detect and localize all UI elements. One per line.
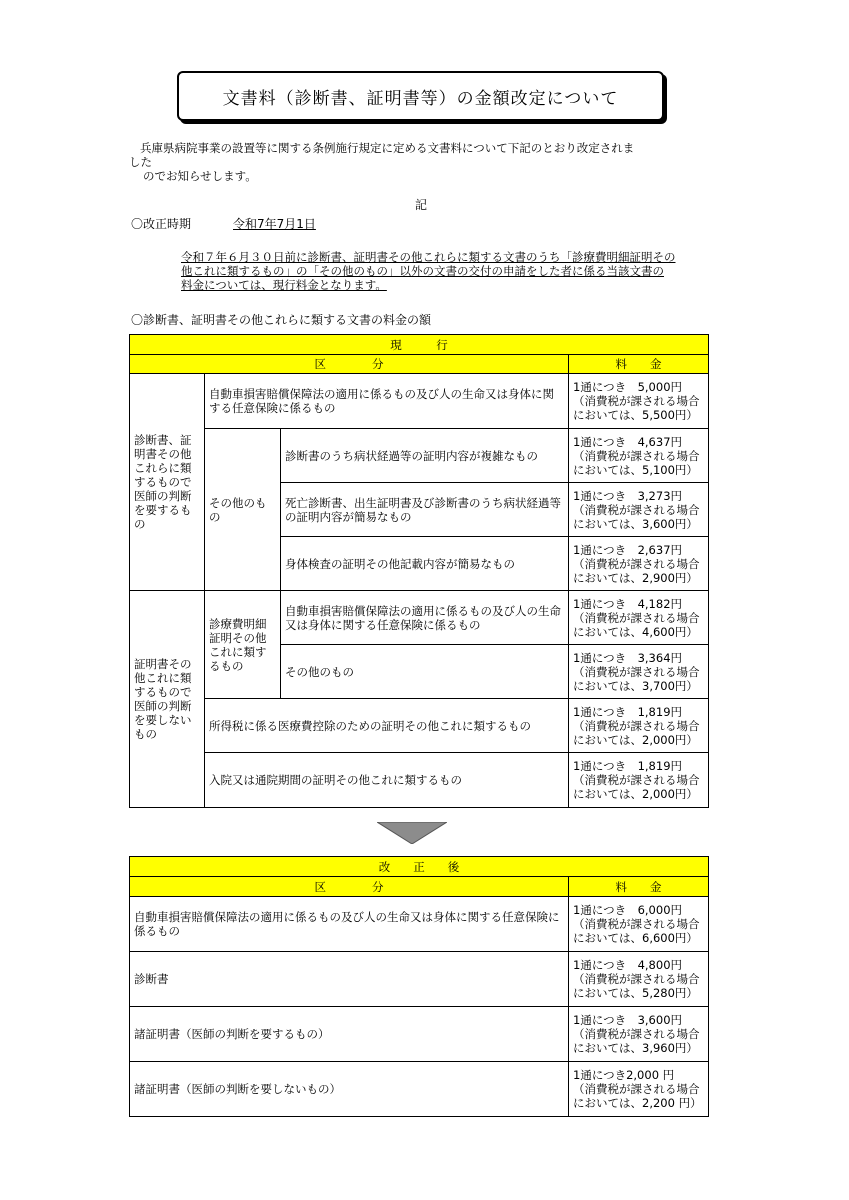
revised-fee-table [129, 856, 709, 1117]
group1-other-label: その他のもの [205, 429, 281, 591]
group2-row3-category: 所得税に係る医療費控除のための証明その他これに類するもの [205, 699, 569, 753]
revision-note-1: 令和７年６月３０日前に診断書、証明書その他これらに類する文書のうち「診療費明細証明その [181, 250, 676, 264]
revision-date: 令和7年7月1日 [233, 217, 316, 231]
revision-note-2: 他これに類するもの」の「その他のもの」以外の文書の交付の申請をした者に係る当該文書の [181, 264, 664, 278]
current-fee-table [129, 334, 709, 808]
fee-cell: 1通につき 3,273円 （消費税が課される場合 においては、3,600円） [569, 483, 709, 537]
group2-row4-category: 入院又は通院期間の証明その他これに類するもの [205, 753, 569, 808]
group1-sub1-category: 診断書のうち病状経過等の証明内容が複雑なもの [281, 429, 569, 483]
revision-note-3: 料金については、現行料金となります。 [181, 278, 387, 292]
down-arrow-icon [377, 822, 447, 844]
revised-row-category: 診断書 [130, 952, 569, 1007]
fee-cell: 1通につき 4,182円 （消費税が課される場合 においては、4,600円） [569, 591, 709, 645]
current-col-fee: 料 金 [569, 355, 709, 374]
revised-row-category: 自動車損害賠償保障法の適用に係るもの及び人の生命又は身体に関する任意保険に係るもの [130, 897, 569, 952]
fee-cell: 1通につき 2,637円 （消費税が課される場合 においては、2,900円） [569, 537, 709, 591]
fee-cell: 1通につき 1,819円 （消費税が課される場合 においては、2,000円） [569, 753, 709, 808]
group2-label: 証明書その他これに類するもので医師の判断を要しないもの [130, 591, 205, 808]
ki-mark: 記 [415, 198, 428, 212]
fee-cell: 1通につき 5,000円 （消費税が課される場合 においては、5,500円） [569, 374, 709, 429]
revised-col-category: 区 分 [130, 877, 569, 897]
intro-line-3: のでお知らせします。 [143, 169, 257, 183]
group1-sub2-category: 死亡診断書、出生証明書及び診断書のうち病状経過等の証明内容が簡易なもの [281, 483, 569, 537]
intro-line-2: した [129, 155, 152, 169]
intro-line-1: 兵庫県病院事業の設置等に関する条例施行規定に定める文書料について下記のとおり改定されま [140, 141, 635, 155]
fees-heading: 〇診断書、証明書その他これらに類する文書の料金の額 [131, 313, 432, 327]
group1-row1-category: 自動車損害賠償保障法の適用に係るもの及び人の生命又は身体に関する任意保険に係るもの [205, 374, 569, 429]
fee-cell: 1通につき 6,000円 （消費税が課される場合 においては、6,600円） [569, 897, 709, 952]
page-title [177, 71, 664, 121]
group1-label: 診断書、証明書その他これらに類するもので医師の判断を要するもの [130, 374, 205, 591]
fee-cell: 1通につき 1,819円 （消費税が課される場合 においては、2,000円） [569, 699, 709, 753]
page-title-text: 文書料（診断書、証明書等）の金額改定について [222, 88, 619, 109]
revised-col-fee: 料 金 [569, 877, 709, 897]
fee-cell: 1通につき 3,364円 （消費税が課される場合 においては、3,700円） [569, 645, 709, 699]
group2-medfee-label: 診療費明細証明その他これに類するもの [205, 591, 281, 699]
fee-cell: 1通につき 4,637円 （消費税が課される場合 においては、5,100円） [569, 429, 709, 483]
revision-label: 〇改正時期 [131, 217, 192, 231]
group2-sub2-category: その他のもの [281, 645, 569, 699]
revised-row-category: 諸証明書（医師の判断を要するもの） [130, 1007, 569, 1062]
group1-sub3-category: 身体検査の証明その他記載内容が簡易なもの [281, 537, 569, 591]
current-table-title: 現 行 [130, 335, 709, 355]
group2-sub1-category: 自動車損害賠償保障法の適用に係るもの及び人の生命又は身体に関する任意保険に係るもの [281, 591, 569, 645]
fee-cell: 1通につき 3,600円 （消費税が課される場合 においては、3,960円） [569, 1007, 709, 1062]
fee-cell: 1通につき2,000 円 （消費税が課される場合 においては、2,200 円） [569, 1062, 709, 1117]
revised-row-category: 諸証明書（医師の判断を要しないもの） [130, 1062, 569, 1117]
fee-cell: 1通につき 4,800円 （消費税が課される場合 においては、5,280円） [569, 952, 709, 1007]
current-col-category: 区 分 [130, 355, 569, 374]
revised-table-title: 改 正 後 [130, 857, 709, 877]
